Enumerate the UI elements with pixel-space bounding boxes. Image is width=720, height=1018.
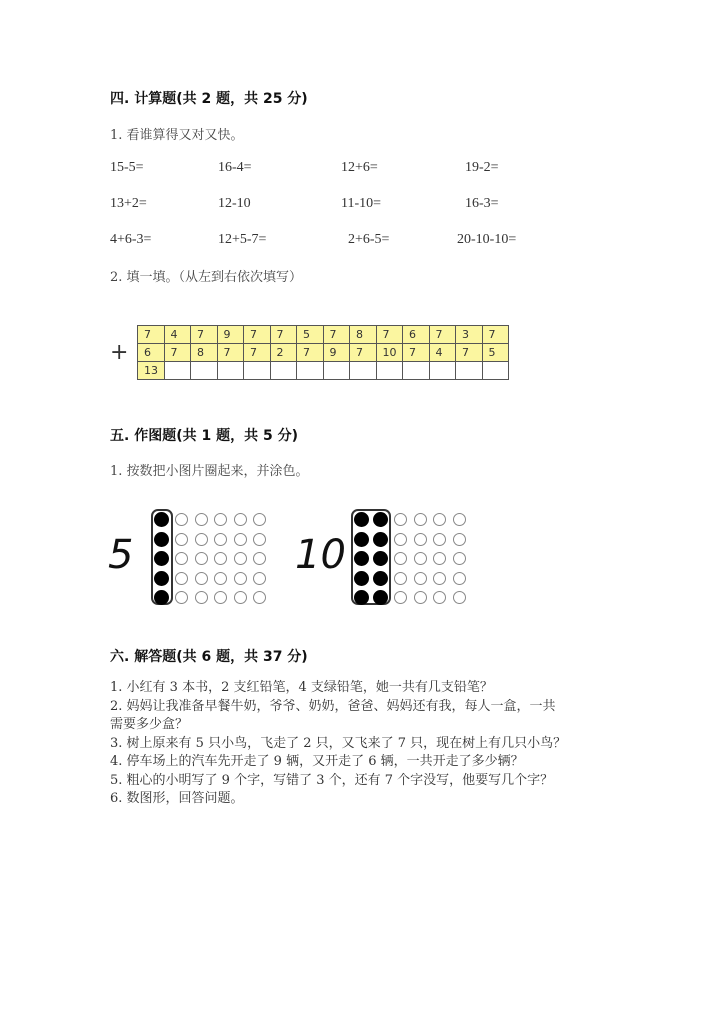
problem-item: 5. 粗心的小明写了 9 个字，写错了 3 个，还有 7 个字没写，他要写几个字？	[110, 772, 554, 788]
answer-cell[interactable]	[403, 362, 430, 380]
filled-dot-icon	[154, 532, 169, 547]
problem-item-continued: 需要多少盒？	[110, 717, 189, 732]
equation: 2+6-5=	[348, 232, 390, 247]
filled-dot-icon	[354, 512, 369, 527]
empty-dot-icon	[453, 533, 466, 546]
empty-dot-icon	[414, 552, 427, 565]
empty-dot-icon	[253, 533, 266, 546]
problem-item: 1. 小红有 3 本书，2 支红铅笔，4 支绿铅笔，她一共有几支铅笔？	[110, 680, 493, 695]
empty-dot-icon	[253, 513, 266, 526]
empty-dot-icon	[453, 513, 466, 526]
empty-dot-icon	[234, 591, 247, 604]
empty-dot-icon	[394, 591, 407, 604]
empty-dot-icon	[253, 591, 266, 604]
answer-cell[interactable]	[376, 362, 403, 380]
empty-dot-icon	[214, 533, 227, 546]
filled-dot-icon	[354, 590, 369, 605]
empty-dot-icon	[394, 533, 407, 546]
answer-cell[interactable]	[350, 362, 377, 380]
section-4-title: 四. 计算题(共 2 题，共 25 分)	[110, 91, 308, 107]
grid-cell: 8	[191, 344, 218, 362]
dot-grid-5	[152, 510, 270, 608]
empty-dot-icon	[195, 572, 208, 585]
question-4-1-label: 1. 看谁算得又对又快。	[110, 128, 244, 143]
filled-dot-icon	[373, 590, 388, 605]
grid-cell: 8	[350, 326, 377, 344]
problem-item: 3. 树上原来有 5 只小鸟，飞走了 2 只，又飞来了 7 只，现在树上有几只小鸟？	[110, 735, 567, 751]
grid-row-sum	[138, 362, 509, 380]
plus-sign: +	[110, 340, 129, 365]
section-5-title: 五. 作图题(共 1 题，共 5 分)	[110, 428, 298, 444]
grid-cell: 9	[323, 344, 350, 362]
grid-cell: 6	[138, 344, 165, 362]
empty-dot-icon	[453, 572, 466, 585]
empty-dot-icon	[433, 572, 446, 585]
empty-dot-icon	[234, 533, 247, 546]
grid-cell: 2	[270, 344, 297, 362]
dot-grid-10	[352, 510, 469, 608]
grid-cell: 13	[138, 362, 165, 380]
empty-dot-icon	[414, 533, 427, 546]
filled-dot-icon	[354, 571, 369, 586]
grid-cell: 7	[350, 344, 377, 362]
empty-dot-icon	[195, 552, 208, 565]
answer-cell[interactable]	[297, 362, 324, 380]
grid-cell: 7	[164, 344, 191, 362]
equation: 13+2=	[110, 196, 147, 211]
empty-dot-icon	[253, 572, 266, 585]
grid-cell: 7	[138, 326, 165, 344]
empty-dot-icon	[175, 572, 188, 585]
answer-cell[interactable]	[429, 362, 456, 380]
filled-dot-icon	[154, 512, 169, 527]
empty-dot-icon	[453, 552, 466, 565]
grid-row-addend-1	[138, 326, 509, 344]
empty-dot-icon	[195, 533, 208, 546]
empty-dot-icon	[195, 591, 208, 604]
equation: 16-3=	[465, 196, 499, 211]
figure-number-5: 5	[108, 532, 134, 578]
equation: 12-10	[218, 196, 251, 211]
grid-cell: 5	[297, 326, 324, 344]
addition-grid	[137, 325, 509, 380]
filled-dot-icon	[373, 571, 388, 586]
grid-row-addend-2	[138, 344, 509, 362]
answer-cell[interactable]	[456, 362, 483, 380]
empty-dot-icon	[234, 513, 247, 526]
grid-cell: 6	[403, 326, 430, 344]
filled-dot-icon	[373, 551, 388, 566]
empty-dot-icon	[453, 591, 466, 604]
empty-dot-icon	[234, 572, 247, 585]
grid-cell: 4	[429, 344, 456, 362]
answer-cell[interactable]	[323, 362, 350, 380]
grid-cell: 10	[376, 344, 403, 362]
empty-dot-icon	[394, 572, 407, 585]
grid-cell: 7	[429, 326, 456, 344]
empty-dot-icon	[214, 572, 227, 585]
grid-cell: 7	[403, 344, 430, 362]
equation: 12+5-7=	[218, 232, 267, 247]
filled-dot-icon	[154, 551, 169, 566]
grid-cell: 7	[456, 344, 483, 362]
empty-dot-icon	[394, 552, 407, 565]
equation: 11-10=	[341, 196, 382, 211]
answer-cell[interactable]	[191, 362, 218, 380]
empty-dot-icon	[175, 513, 188, 526]
figure-number-10: 10	[295, 532, 346, 578]
filled-dot-icon	[373, 532, 388, 547]
question-5-1-label: 1. 按数把小图片圈起来，并涂色。	[110, 464, 309, 479]
answer-cell[interactable]	[244, 362, 271, 380]
empty-dot-icon	[414, 513, 427, 526]
grid-cell: 3	[456, 326, 483, 344]
answer-cell[interactable]	[217, 362, 244, 380]
empty-dot-icon	[253, 552, 266, 565]
empty-dot-icon	[433, 552, 446, 565]
empty-dot-icon	[175, 552, 188, 565]
empty-dot-icon	[214, 513, 227, 526]
grid-cell: 4	[164, 326, 191, 344]
filled-dot-icon	[354, 532, 369, 547]
grid-cell: 7	[217, 344, 244, 362]
section-6-title: 六. 解答题(共 6 题，共 37 分)	[110, 649, 308, 665]
grid-cell: 7	[297, 344, 324, 362]
empty-dot-icon	[433, 591, 446, 604]
equation: 12+6=	[341, 160, 378, 175]
answer-cell[interactable]	[270, 362, 297, 380]
empty-dot-icon	[414, 591, 427, 604]
grid-cell: 9	[217, 326, 244, 344]
problem-item: 2. 妈妈让我准备早餐牛奶，爷爷、奶奶，爸爸、妈妈还有我，每人一盒，一共	[110, 698, 556, 714]
grid-cell: 7	[270, 326, 297, 344]
grid-cell: 7	[191, 326, 218, 344]
grid-cell: 7	[244, 344, 271, 362]
grid-cell: 7	[376, 326, 403, 344]
filled-dot-icon	[154, 571, 169, 586]
empty-dot-icon	[214, 552, 227, 565]
equation: 4+6-3=	[110, 232, 152, 247]
equation: 16-4=	[218, 160, 252, 175]
problem-item: 6. 数图形，回答问题。	[110, 791, 244, 806]
problem-item: 4. 停车场上的汽车先开走了 9 辆，又开走了 6 辆，一共开走了多少辆？	[110, 754, 524, 769]
empty-dot-icon	[394, 513, 407, 526]
question-4-2-label: 2. 填一填。（从左到右依次填写）	[110, 270, 303, 285]
empty-dot-icon	[433, 533, 446, 546]
equation: 20-10-10=	[457, 232, 517, 247]
problem-list	[110, 679, 566, 809]
empty-dot-icon	[433, 513, 446, 526]
filled-dot-icon	[354, 551, 369, 566]
empty-dot-icon	[414, 572, 427, 585]
equation: 15-5=	[110, 160, 144, 175]
grid-cell: 7	[323, 326, 350, 344]
answer-cell[interactable]	[164, 362, 191, 380]
grid-cell: 7	[482, 326, 509, 344]
filled-dot-icon	[154, 590, 169, 605]
grid-cell: 5	[482, 344, 509, 362]
answer-cell[interactable]	[482, 362, 509, 380]
empty-dot-icon	[214, 591, 227, 604]
empty-dot-icon	[175, 533, 188, 546]
empty-dot-icon	[234, 552, 247, 565]
filled-dot-icon	[373, 512, 388, 527]
empty-dot-icon	[195, 513, 208, 526]
empty-dot-icon	[175, 591, 188, 604]
equation: 19-2=	[465, 160, 499, 175]
grid-cell: 7	[244, 326, 271, 344]
